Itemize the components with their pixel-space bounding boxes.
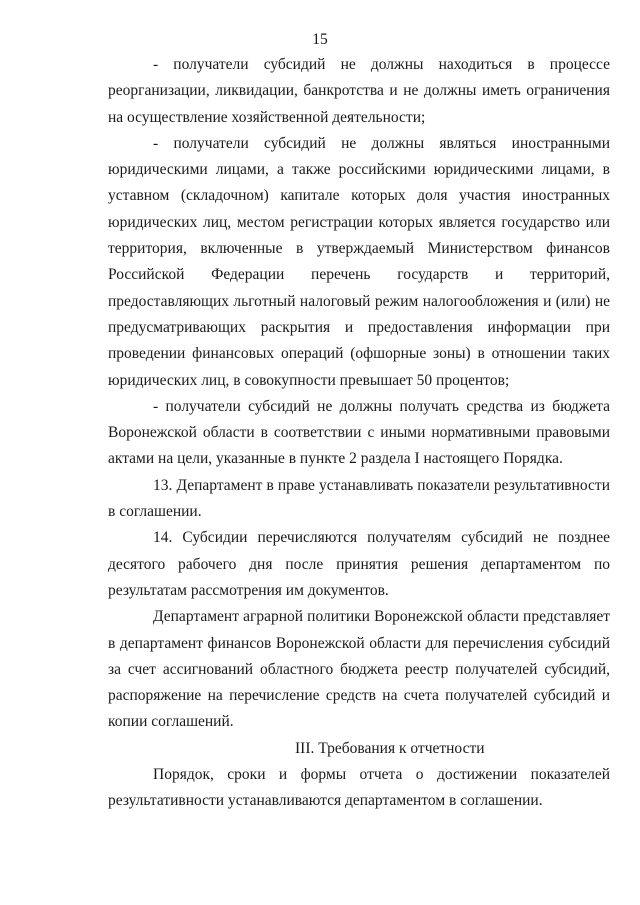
- paragraph-foreign-entities: - получатели субсидий не должны являться иностранными юридическими лицами, а также российскими юридическими лицами, в уставном (складочном) капитале которых доля участия иностранных юридических лиц, местом регистрации которых является государство или территория, включенные в утверждаемый Министерством финансов Российской Федерации перечень государств и территорий, предоставляющих льготный налоговый режим налогообложения и (или) не предусматривающих раскрытия и предоставления информации при проведении финансовых операций (офшорные зоны) в отношении таких юридических лиц, в совокупности превышает 50 процентов;: [108, 134, 610, 389]
- paragraph-department-registry: Департамент аграрной политики Воронежской области представляет в департамент финансов Воронежской области для перечисления субсидий за счет ассигнований областного бюджета реестр получателей субсидий, распоряжение на перечисление средств на счета получателей субсидий и копии соглашений.: [108, 608, 610, 731]
- paragraph-budget-funds: - получатели субсидий не должны получать средства из бюджета Воронежской области в соответствии с иными нормативными правовыми актами на цели, указанные в пункте 2 раздела I настоящего Порядка.: [108, 397, 610, 468]
- paragraph-reporting: Порядок, сроки и формы отчета о достижении показателей результативности устанавливаются департаментом в соглашении.: [108, 766, 610, 810]
- paragraph-item-14: 14. Субсидии перечисляются получателям субсидий не позднее десятого рабочего дня после принятия решения департаментом по результатам рассмотрения им документов.: [108, 529, 610, 599]
- page-number: 15: [312, 31, 328, 48]
- document-body: [108, 52, 610, 815]
- section-heading: III. Требования к отчетности: [295, 739, 485, 757]
- paragraph-item-13: 13. Департамент в праве устанавливать показатели результативности в соглашении.: [108, 476, 610, 521]
- paragraph-reorganization: - получатели субсидий не должны находиться в процессе реорганизации, ликвидации, банкротства и не должны иметь ограничения на осуществление хозяйственной деятельности;: [108, 56, 610, 126]
